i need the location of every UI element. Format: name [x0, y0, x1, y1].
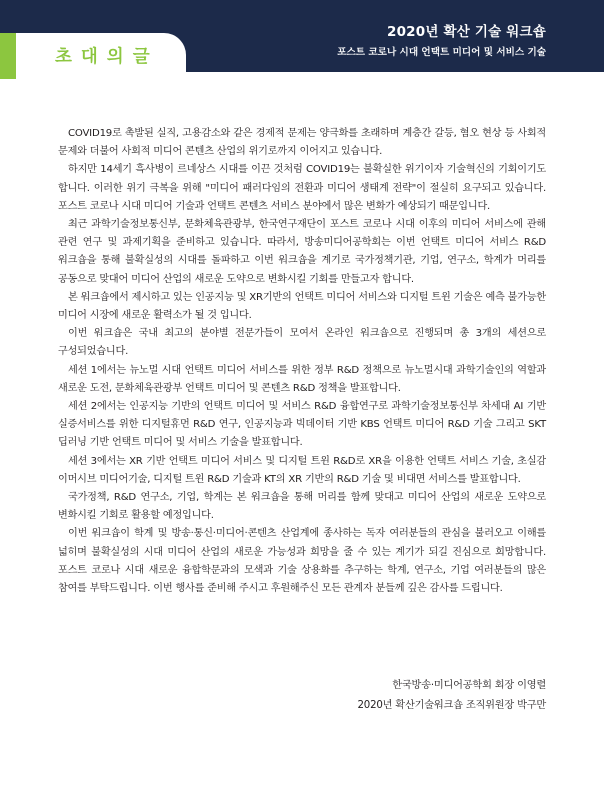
paragraph: 하지만 14세기 흑사병이 르네상스 시대를 이끈 것처럼 COVID19는 불확실한 위기이자 기술혁신의 기회이기도 합니다. 이러한 위기 극복을 위해 "미디어 패러다임의 전환과 미디어 생태계 전략"이 절실히 요구되고 있습니다. 포스트 코로나 시대 미디어 기술과 언택트 콘텐츠 서비스 분야에서 많은 변화가 예상되기 때문입니다.: [58, 164, 546, 212]
header-title: 2020년 확산 기술 워크숍: [386, 24, 546, 40]
signature-block: [358, 676, 547, 716]
signature-chair: 2020년 확산기술워크숍 조직위원장 박구만: [357, 700, 546, 711]
section-title-tab: [0, 33, 186, 79]
accent-bar: [0, 33, 16, 79]
paragraph: 세션 1에서는 뉴노멀 시대 언택트 미디어 서비스를 위한 정부 R&D 정책으로 뉴노멀시대 과학기술인의 역할과 새로운 도전, 문화체육관광부 언택트 미디어 및 콘텐츠 R&D 정책을 발표합니다.: [58, 364, 546, 394]
paragraph: 세션 2에서는 인공지능 기반의 언택트 미디어 및 서비스 R&D 융합연구로 과학기술정보통신부 차세대 AI 기반 실증서비스를 위한 디지털휴먼 R&D 연구, 인공지능과 빅데이터 기반 KBS 언택트 미디어 R&D 기술 그리고 SKT 딥러닝 기반 언택트 미디어 및 서비스 기술을 발표합니다.: [58, 401, 546, 449]
paragraph: 최근 과학기술정보통신부, 문화체육관광부, 한국연구재단이 포스트 코로나 시대 이후의 미디어 서비스에 관해 관련 연구 및 과제기획을 준비하고 있습니다. 따라서, 방송미디어공학회는 이번 언택트 미디어 서비스 R&D 워크숍을 통해 불확실성의 시대를 돌파하고 이번 워크숍을 계기로 국가정책기관, 기업, 연구소, 학계가 머리를 공동으로 맞대어 미디어 산업의 새로운 도약으로 변화시킬 기회를 만들고자 합니다.: [58, 219, 546, 285]
paragraph: 이번 워크숍이 학계 및 방송·통신·미디어·콘텐츠 산업계에 종사하는 독자 여러분들의 관심을 불러오고 이해를 넓히며 불확실성의 시대 미디어 산업의 새로운 가능성과 희망을 줄 수 있는 계기가 되길 진심으로 희망합니다. 포스트 코로나 시대 새로운 융합학문과의 모색과 기술 상용화를 추구하는 학계, 연구소, 기업 여러분들의 많은 참여를 부탁드립니다. 이번 행사를 준비해 주시고 후원해주신 모든 관계자 분들께 깊은 감사를 드립니다.: [58, 528, 546, 595]
letter-body: [58, 125, 546, 598]
paragraph: 세션 3에서는 XR 기반 언택트 미디어 서비스 및 디지털 트윈 R&D로 XR을 이용한 언택트 서비스 기술, 초실감 이머시브 미디어기술, 디지털 트윈 R&D 기술과 KT의 XR 기반의 R&D 기술 및 비대면 서비스를 발표합니다.: [58, 455, 546, 485]
paragraph: COVID19로 촉발된 실직, 고용감소와 같은 경제적 문제는 양극화를 초래하며 계층간 갈등, 혐오 현상 등 사회적 문제와 더불어 사회적 미디어 콘텐츠 산업의 위기로까지 이어지고 있습니다.: [58, 128, 546, 158]
paragraph: 국가정책, R&D 연구소, 기업, 학계는 본 워크숍을 통해 머리를 함께 맞대고 미디어 산업의 새로운 도약으로 변화시킬 기회로 활용할 예정입니다.: [58, 492, 546, 522]
header-subtitle: 포스트 코로나 시대 언택트 미디어 및 서비스 기술: [337, 47, 546, 58]
paragraph: 본 워크숍에서 제시하고 있는 인공지능 및 XR기반의 언택트 미디어 서비스와 디지털 트윈 기술은 예측 불가능한 미디어 시장에 새로운 활력소가 될 것 입니다.: [58, 291, 546, 322]
section-title: 초대의글: [55, 47, 159, 67]
paragraph: 이번 워크숍은 국내 최고의 분야별 전문가들이 모여서 온라인 워크숍으로 진행되며 총 3개의 세션으로 구성되었습니다.: [58, 328, 546, 358]
signature-president: 한국방송·미디어공학회 회장 이영렬: [392, 680, 546, 691]
